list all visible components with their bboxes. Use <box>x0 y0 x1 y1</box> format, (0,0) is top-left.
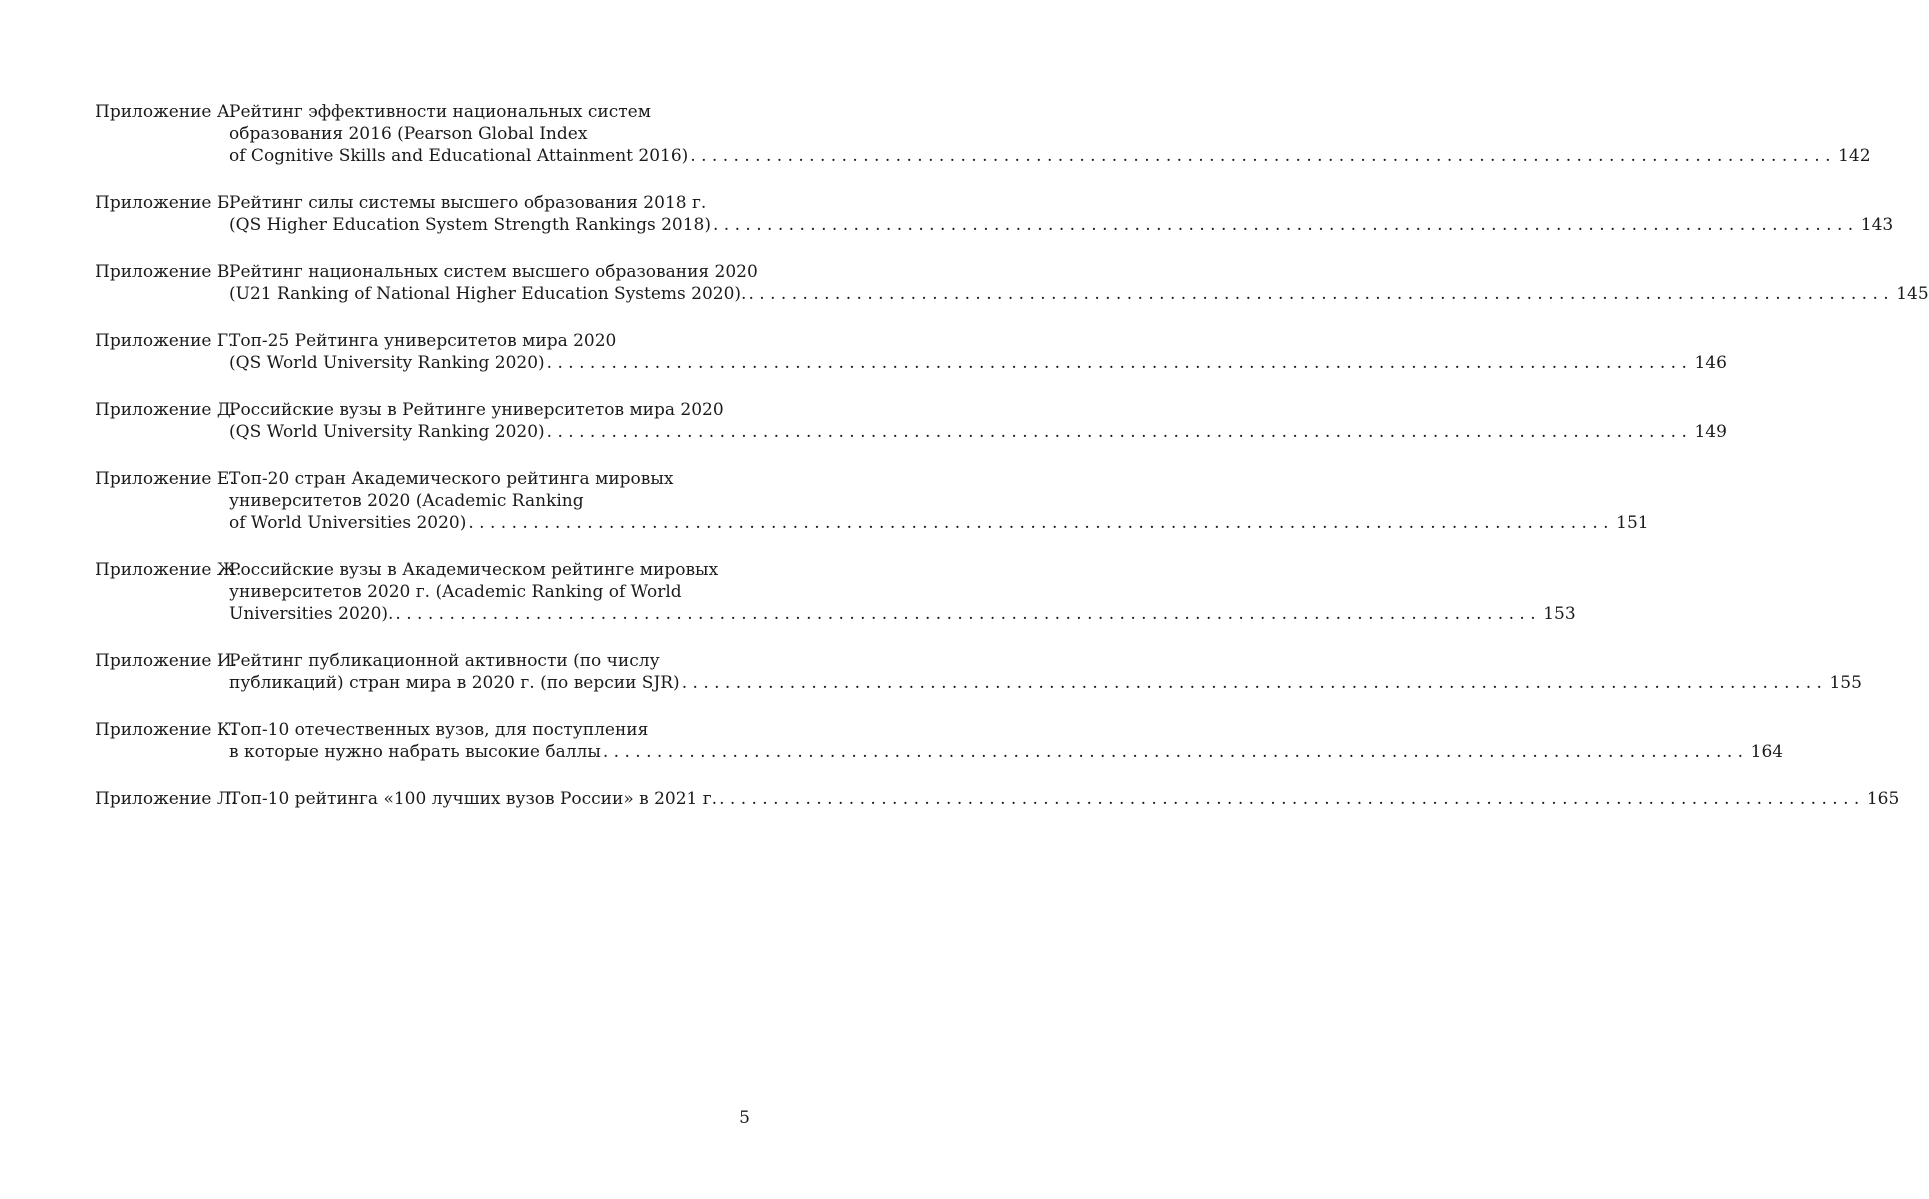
toc-page-number: 155 <box>1829 673 1862 693</box>
dot-leader <box>682 672 1822 694</box>
toc-line: Рейтинг эффективности национальных систем <box>229 102 651 122</box>
toc-line: Рейтинг силы системы высшего образования 2018 г. <box>229 193 707 213</box>
toc-title-end: of World Universities 2020) <box>229 513 467 533</box>
toc-page-number: 142 <box>1838 146 1871 166</box>
toc-prefix: Приложение Ж. <box>95 560 242 580</box>
toc-content <box>229 192 1893 236</box>
dot-leader <box>547 421 1687 443</box>
dot-leader <box>719 788 1859 810</box>
dot-leader <box>603 741 1743 763</box>
toc-entry-d[interactable] <box>95 399 1727 443</box>
toc-line: Рейтинг национальных систем высшего образования 2020 <box>229 262 758 282</box>
toc-entry-zh[interactable] <box>95 559 1576 625</box>
toc-content <box>229 399 1727 443</box>
toc-page-number: 145 <box>1896 284 1929 304</box>
toc-content <box>229 468 1649 534</box>
toc-title-end: (QS World University Ranking 2020) <box>229 422 545 442</box>
dot-leader <box>748 283 1888 305</box>
toc-page-number: 153 <box>1543 604 1576 624</box>
dot-leader <box>713 214 1853 236</box>
dot-leader <box>395 603 1535 625</box>
toc-line: Топ-10 отечественных вузов, для поступления <box>229 720 649 740</box>
toc-content <box>229 330 1727 374</box>
toc-title-end: (U21 Ranking of National Higher Education Systems 2020). <box>229 284 747 304</box>
toc-last-line <box>229 421 1727 443</box>
toc-last-line <box>229 603 1576 625</box>
toc-entry-i[interactable] <box>95 650 1862 694</box>
toc-entry-v[interactable] <box>95 261 1929 305</box>
table-of-contents <box>95 101 1929 835</box>
toc-last-line <box>229 741 1783 763</box>
toc-prefix: Приложение К. <box>95 720 236 740</box>
toc-content <box>229 101 1871 167</box>
toc-title-end: в которые нужно набрать высокие баллы <box>229 742 601 762</box>
toc-page-number: 165 <box>1866 789 1900 809</box>
toc-title-end: of Cognitive Skills and Educational Attainment 2016) <box>229 146 689 166</box>
toc-prefix: Приложение Г. <box>95 331 234 351</box>
toc-content <box>229 788 1899 810</box>
toc-line: Российские вузы в Академическом рейтинге мировых <box>229 560 719 580</box>
toc-prefix: Приложение Д. <box>95 400 237 420</box>
page-number: 5 <box>739 1108 750 1128</box>
toc-line: Российские вузы в Рейтинге университетов мира 2020 <box>229 400 724 420</box>
toc-entry-a[interactable] <box>95 101 1871 167</box>
toc-page-number: 149 <box>1694 422 1727 442</box>
toc-entry-k[interactable] <box>95 719 1784 763</box>
toc-last-line <box>229 352 1727 374</box>
toc-page-number: 164 <box>1750 742 1784 762</box>
toc-content <box>229 261 1929 305</box>
toc-line: Рейтинг публикационной активности (по числу <box>229 651 660 671</box>
toc-last-line <box>229 788 1899 810</box>
toc-title-end: Universities 2020). <box>229 604 394 624</box>
toc-entry-b[interactable] <box>95 192 1894 236</box>
toc-line: Топ-20 стран Академического рейтинга мировых <box>229 469 674 489</box>
toc-entry-e[interactable] <box>95 468 1649 534</box>
toc-last-line <box>229 214 1893 236</box>
toc-title-end: Топ-10 рейтинга «100 лучших вузов России» в 2021 г. <box>229 789 718 809</box>
toc-page-number: 143 <box>1860 215 1894 235</box>
toc-last-line <box>229 283 1929 305</box>
toc-prefix: Приложение И. <box>95 651 238 671</box>
toc-entry-l[interactable] <box>95 788 1900 810</box>
dot-leader <box>690 145 1830 167</box>
toc-title-end: (QS Higher Education System Strength Rankings 2018) <box>229 215 711 235</box>
toc-content <box>229 719 1783 763</box>
dot-leader <box>468 512 1608 534</box>
toc-last-line <box>229 672 1862 694</box>
dot-leader <box>547 352 1687 374</box>
toc-line: Топ-25 Рейтинга университетов мира 2020 <box>229 331 617 351</box>
toc-line: университетов 2020 (Academic Ranking <box>229 491 584 511</box>
toc-prefix: Приложение Б. <box>95 193 235 213</box>
toc-title-end: (QS World University Ranking 2020) <box>229 353 545 373</box>
toc-title-end: публикаций) стран мира в 2020 г. (по версии SJR) <box>229 673 680 693</box>
toc-entry-g[interactable] <box>95 330 1727 374</box>
toc-content <box>229 559 1576 625</box>
toc-prefix: Приложение Л. <box>95 789 237 809</box>
toc-page-number: 151 <box>1616 513 1649 533</box>
toc-prefix: Приложение Е. <box>95 469 235 489</box>
toc-last-line <box>229 512 1649 534</box>
toc-line: университетов 2020 г. (Academic Ranking of World <box>229 582 682 602</box>
toc-content <box>229 650 1862 694</box>
toc-page-number: 146 <box>1694 353 1727 373</box>
toc-last-line <box>229 145 1871 167</box>
toc-prefix: Приложение А. <box>95 102 236 122</box>
toc-prefix: Приложение В. <box>95 262 235 282</box>
toc-line: образования 2016 (Pearson Global Index <box>229 124 588 144</box>
